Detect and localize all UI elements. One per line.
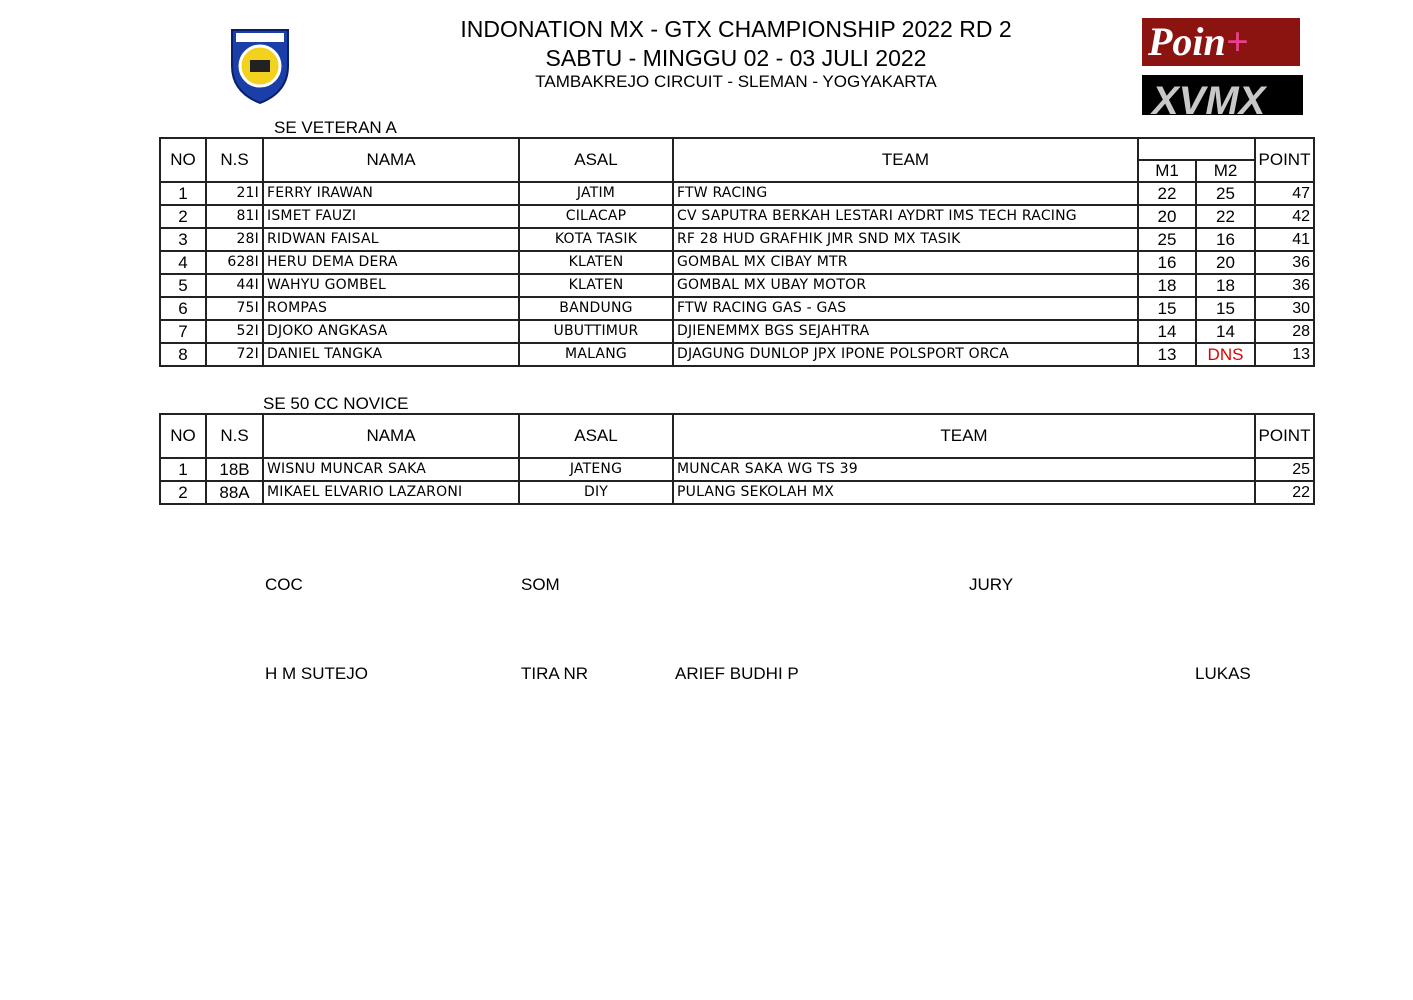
event-dates: SABTU - MINGGU 02 - 03 JULI 2022 — [545, 45, 927, 71]
col-nama: NAMA — [263, 414, 519, 458]
cell-m2: 25 — [1196, 182, 1255, 205]
table-row — [160, 228, 1314, 251]
table-row — [160, 274, 1314, 297]
som-name: TIRA NR — [521, 664, 589, 683]
cell-nama: RIDWAN FAISAL — [263, 228, 519, 251]
cell-team: DJIENEMMX BGS SEJAHTRA — [673, 320, 1138, 343]
cell-m1: 15 — [1138, 297, 1196, 320]
poin-logo: Poin+ — [1142, 18, 1300, 66]
event-title: INDONATION MX - GTX CHAMPIONSHIP 2022 RD 2 — [460, 16, 1012, 42]
cell-no: 2 — [160, 481, 206, 504]
cell-point: 30 — [1255, 297, 1314, 320]
cell-ns: 72I — [206, 343, 263, 366]
jury-label: JURY — [969, 575, 1014, 594]
cell-point: 25 — [1255, 458, 1314, 481]
cell-team: DJAGUNG DUNLOP JPX IPONE POLSPORT ORCA — [673, 343, 1138, 366]
cell-no: 3 — [160, 228, 206, 251]
cell-point: 42 — [1255, 205, 1314, 228]
table-row — [160, 297, 1314, 320]
table-row — [160, 458, 1314, 481]
col-ns: N.S — [206, 414, 263, 458]
cell-nama: MIKAEL ELVARIO LAZARONI — [263, 481, 519, 504]
col-team: TEAM — [673, 414, 1255, 458]
cell-ns: 88A — [206, 481, 263, 504]
cell-ns: 18B — [206, 458, 263, 481]
col-asal: ASAL — [519, 138, 673, 182]
cell-ns: 628I — [206, 251, 263, 274]
cell-asal: UBUTTIMUR — [519, 320, 673, 343]
cell-team: RF 28 HUD GRAFHIK JMR SND MX TASIK — [673, 228, 1138, 251]
coc-name: H M SUTEJO — [265, 664, 368, 683]
cell-asal: KOTA TASIK — [519, 228, 673, 251]
cell-asal: DIY — [519, 481, 673, 504]
col-point: POINT — [1255, 138, 1314, 182]
cell-m1: 25 — [1138, 228, 1196, 251]
cell-no: 8 — [160, 343, 206, 366]
cell-m1: 16 — [1138, 251, 1196, 274]
col-m2: M2 — [1196, 160, 1255, 182]
cell-nama: WISNU MUNCAR SAKA — [263, 458, 519, 481]
col-no: NO — [160, 138, 206, 182]
cell-m2: 22 — [1196, 205, 1255, 228]
cell-no: 2 — [160, 205, 206, 228]
cell-asal: JATENG — [519, 458, 673, 481]
cell-point: 13 — [1255, 343, 1314, 366]
cell-m2: 14 — [1196, 320, 1255, 343]
cell-team: FTW RACING GAS - GAS — [673, 297, 1138, 320]
cell-nama: WAHYU GOMBEL — [263, 274, 519, 297]
cell-team: PULANG SEKOLAH MX — [673, 481, 1255, 504]
cell-m2: 20 — [1196, 251, 1255, 274]
cell-point: 36 — [1255, 274, 1314, 297]
cell-m1: 18 — [1138, 274, 1196, 297]
cell-m2: 15 — [1196, 297, 1255, 320]
col-point: POINT — [1255, 414, 1314, 458]
event-venue: TAMBAKREJO CIRCUIT - SLEMAN - YOGYAKARTA — [535, 72, 937, 91]
class1-results-table — [159, 137, 1315, 367]
cell-nama: DJOKO ANGKASA — [263, 320, 519, 343]
col-no: NO — [160, 414, 206, 458]
cell-no: 1 — [160, 182, 206, 205]
col-moto-group — [1138, 138, 1255, 160]
cell-asal: KLATEN — [519, 274, 673, 297]
cell-no: 1 — [160, 458, 206, 481]
cell-ns: 44I — [206, 274, 263, 297]
cell-point: 47 — [1255, 182, 1314, 205]
cell-m2: 16 — [1196, 228, 1255, 251]
col-team: TEAM — [673, 138, 1138, 182]
cell-nama: HERU DEMA DERA — [263, 251, 519, 274]
cell-asal: CILACAP — [519, 205, 673, 228]
cell-ns: 28I — [206, 228, 263, 251]
cell-asal: MALANG — [519, 343, 673, 366]
cell-nama: DANIEL TANGKA — [263, 343, 519, 366]
class2-title: SE 50 CC NOVICE — [263, 394, 409, 413]
cell-team: FTW RACING — [673, 182, 1138, 205]
table-row — [160, 343, 1314, 366]
cell-point: 22 — [1255, 481, 1314, 504]
table-row — [160, 251, 1314, 274]
cell-team: CV SAPUTRA BERKAH LESTARI AYDRT IMS TECH RACING — [673, 205, 1138, 228]
xvmx-logo: XVMX — [1142, 75, 1303, 115]
cell-nama: FERRY IRAWAN — [263, 182, 519, 205]
jury-name-2: LUKAS — [1195, 664, 1251, 683]
cell-ns: 21I — [206, 182, 263, 205]
col-m1: M1 — [1138, 160, 1196, 182]
cell-team: MUNCAR SAKA WG TS 39 — [673, 458, 1255, 481]
cell-no: 4 — [160, 251, 206, 274]
table-row — [160, 182, 1314, 205]
table-row — [160, 320, 1314, 343]
table-row — [160, 205, 1314, 228]
col-nama: NAMA — [263, 138, 519, 182]
som-label: SOM — [521, 575, 560, 594]
col-ns: N.S — [206, 138, 263, 182]
cell-nama: ISMET FAUZI — [263, 205, 519, 228]
cell-m1: 14 — [1138, 320, 1196, 343]
cell-asal: KLATEN — [519, 251, 673, 274]
cell-m2: 18 — [1196, 274, 1255, 297]
cell-no: 6 — [160, 297, 206, 320]
class2-results-table — [159, 413, 1315, 505]
cell-m1: 20 — [1138, 205, 1196, 228]
cell-team: GOMBAL MX CIBAY MTR — [673, 251, 1138, 274]
cell-m1: 22 — [1138, 182, 1196, 205]
cell-asal: JATIM — [519, 182, 673, 205]
cell-asal: BANDUNG — [519, 297, 673, 320]
class1-title: SE VETERAN A — [274, 118, 397, 137]
cell-nama: ROMPAS — [263, 297, 519, 320]
jury-name-1: ARIEF BUDHI P — [675, 664, 799, 683]
cell-no: 7 — [160, 320, 206, 343]
cell-point: 41 — [1255, 228, 1314, 251]
table-row — [160, 481, 1314, 504]
coc-label: COC — [265, 575, 303, 594]
cell-m1: 13 — [1138, 343, 1196, 366]
cell-point: 28 — [1255, 320, 1314, 343]
cell-team: GOMBAL MX UBAY MOTOR — [673, 274, 1138, 297]
cell-ns: 52I — [206, 320, 263, 343]
cell-ns: 75I — [206, 297, 263, 320]
cell-m2: DNS — [1196, 343, 1255, 366]
cell-no: 5 — [160, 274, 206, 297]
cell-point: 36 — [1255, 251, 1314, 274]
cell-ns: 81I — [206, 205, 263, 228]
col-asal: ASAL — [519, 414, 673, 458]
